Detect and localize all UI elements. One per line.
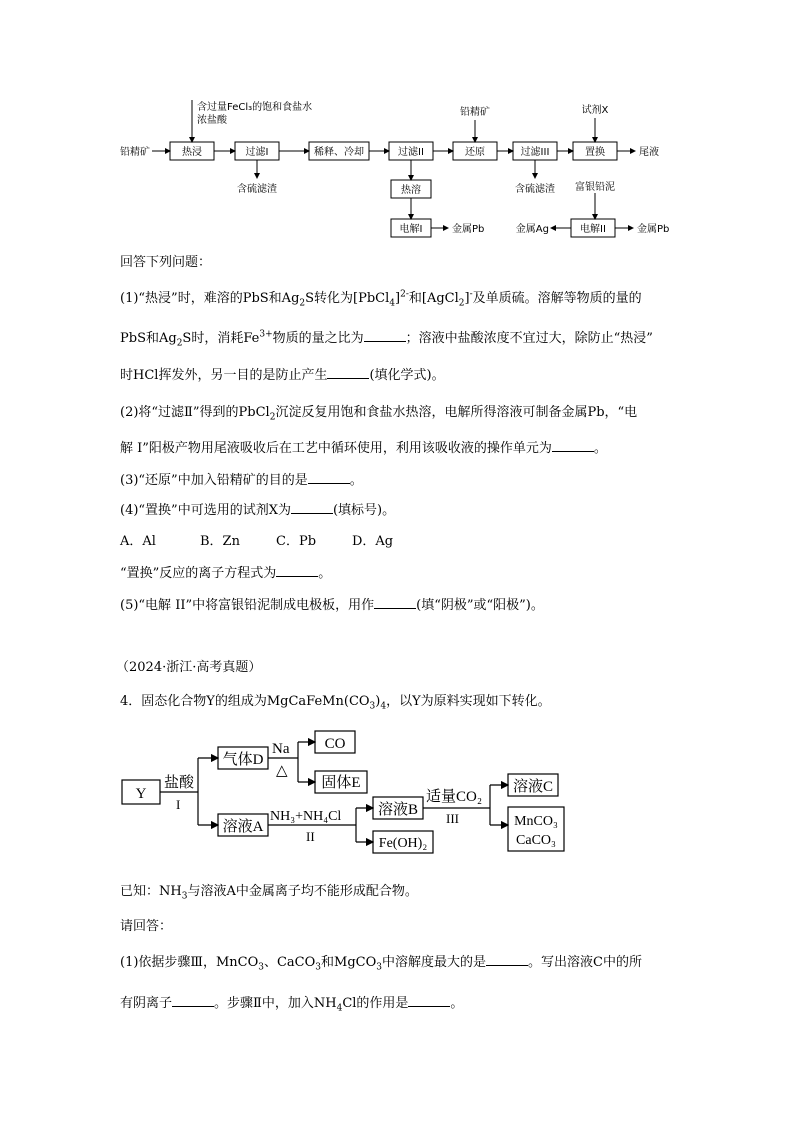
box-dilute-cool: 稀释、冷却 [314, 147, 364, 158]
flowchart-lead-process [115, 98, 685, 243]
q3-part2-line1: (2)将“过滤Ⅱ”得到的PbCl$_2$沉淀反复用饱和食盐水热溶，电解所得溶液可制备金属Pb，“电 [120, 405, 638, 423]
box-hot-leach: 热浸 [182, 147, 202, 158]
reagent-hcl: 盐酸 [164, 775, 195, 791]
option-a[interactable]: A．Al [120, 534, 156, 549]
box-gas-d: 气体D [222, 752, 264, 768]
q3-part3: (3)“还原”中加入铅精矿的目的是 。 [120, 473, 363, 488]
q4-ask: 请回答： [120, 919, 173, 934]
answer-blank[interactable] [364, 329, 406, 342]
box-solution-c: 溶液C [512, 779, 554, 795]
answer-blank[interactable] [291, 501, 333, 514]
q3-part4: (4)“置换”中可选用的试剂X为 (填标号)。 [120, 503, 396, 518]
q4-part1-line1: (1)依据步骤Ⅲ，MnCO$_3$、CaCO$_3$和MgCO$_3$中溶解度最大的是 。写出溶液C中的所 [120, 955, 642, 973]
box-caco3: CaCO₃ [516, 833, 556, 848]
answer-blank[interactable] [308, 471, 350, 484]
out-sulfur-residue-2: 含硫滤渣 [515, 184, 555, 195]
flow1-raw: 铅精矿 [120, 147, 150, 158]
box-reduce: 还原 [465, 147, 485, 158]
answer-blank[interactable] [486, 953, 528, 966]
option-b[interactable]: B．Zn [200, 534, 240, 549]
tail-liquid: 尾液 [639, 147, 659, 158]
answer-blank[interactable] [276, 564, 318, 577]
box-co: CO [324, 736, 346, 752]
q3-part5: (5)“电解 II”中将富银铅泥制成电极板，用作 (填“阴极”或“阳极”)。 [120, 598, 544, 613]
box-fe-oh-2: Fe(OH)₂ [378, 836, 428, 851]
box-filter-2: 过滤II [398, 147, 424, 158]
q3-intro: 回答下列问题： [120, 255, 212, 270]
answer-blank[interactable] [408, 994, 450, 1007]
q4-part1-line2: 有阴离子 。步骤Ⅱ中，加入$NH_4Cl$的作用是 。 [120, 996, 464, 1014]
q4-source: （2024·浙江·高考真题） [116, 660, 262, 675]
step-2: II [306, 829, 315, 844]
heat-symbol: △ [276, 763, 288, 779]
box-solution-a: 溶液A [222, 819, 264, 835]
flow1-input-2: 浓盐酸 [197, 115, 227, 126]
q3-options [120, 530, 393, 549]
q4-known: 已知：$NH_3$与溶液A中金属离子均不能形成配合物。 [120, 884, 418, 902]
box-hot-dissolve: 热溶 [401, 185, 421, 196]
box-electrolysis-1: 电解I [399, 224, 423, 235]
metal-pb-2: 金属Pb [637, 224, 670, 235]
option-d[interactable]: D．Ag [352, 534, 394, 549]
out-sulfur-residue-1: 含硫滤渣 [237, 184, 277, 195]
box-filter-1: 过滤I [245, 147, 269, 158]
option-c[interactable]: C．Pb [276, 534, 317, 549]
q3-part1-line1: (1)“热浸”时，难溶的PbS和$Ag_2S$转化为[PbCl$_4$]$^{2-}$和[AgCl$_2$]-及单质硫。溶解等物质的量的 [120, 289, 642, 309]
q3-part2-line2: 解 I”阳极产物用尾液吸收后在工艺中循环使用，利用该吸收液的操作单元为 。 [120, 441, 607, 456]
answer-blank[interactable] [374, 596, 416, 609]
step-1: I [176, 797, 181, 812]
reagent-nh3-nh4cl: NH₃+NH₄Cl [270, 809, 342, 824]
q3-part4-equation: “置换”反应的离子方程式为 。 [120, 566, 332, 581]
flowchart-compound-y [118, 725, 578, 860]
box-solution-b: 溶液B [377, 802, 419, 818]
q3-part1-line2: PbS和$Ag_2S$时，消耗$Fe^{3+}$物质的量之比为 ；溶液中盐酸浓度不宜过大，除防止“热浸” [120, 329, 653, 349]
metal-pb-1: 金属Pb [452, 224, 485, 235]
top-lead-ore: 铅精矿 [460, 107, 490, 118]
metal-ag: 金属Ag [515, 224, 549, 235]
answer-blank[interactable] [552, 439, 594, 452]
box-electrolysis-2: 电解II [580, 224, 606, 235]
q4-stem: 4．固态化合物Y的组成为$MgCaFeMn(CO_3)_4$，以Y为原料实现如下转化。 [120, 694, 551, 712]
box-y: Y [135, 786, 147, 802]
flow1-input-1: 含过量FeCl₃的饱和食盐水 [197, 102, 313, 113]
top-reagent-x: 试剂X [581, 105, 609, 116]
step-3: III [446, 811, 459, 826]
out-silver-lead-mud: 富银铅泥 [575, 182, 615, 193]
reagent-co2: 适量CO₂ [426, 789, 483, 805]
box-mnco3: MnCO₃ [514, 814, 558, 829]
reagent-na: Na [272, 741, 290, 757]
q3-part1-line3: 时HCl挥发外，另一目的是防止产生 (填化学式)。 [120, 368, 445, 383]
box-filter-3: 过滤III [520, 147, 550, 158]
answer-blank[interactable] [327, 366, 369, 379]
answer-blank[interactable] [172, 994, 214, 1007]
box-replace: 置换 [585, 147, 605, 158]
box-solid-e: 固体E [321, 775, 361, 791]
